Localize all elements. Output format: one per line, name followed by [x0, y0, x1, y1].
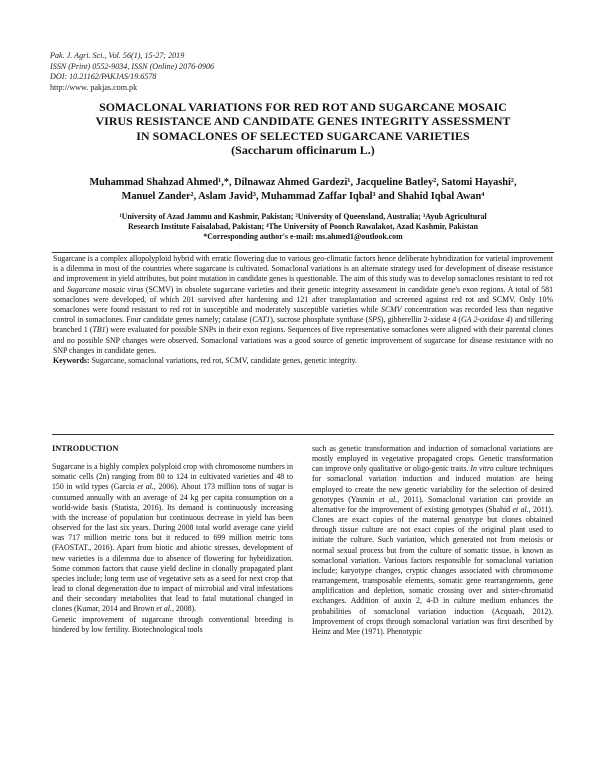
abstract — [53, 254, 553, 366]
title-species — [40, 143, 566, 157]
et-al: et al. — [156, 604, 172, 614]
section-heading: INTRODUCTION — [52, 444, 119, 453]
keywords-label: Keywords: — [53, 356, 90, 366]
abstract-bottom-rule — [52, 434, 554, 435]
text-part: , 2006). About 173 million tons of sugar is consumed annually with an average of 24 kg per capita consumption on a world-wide basis (Statista, 2016). Its demand is continuously increasing with the increase of population but continuous decrease in yield has been observed for the last six years. During 2008 total world average cane yield was 717 million metric tons but it reduced to 699 million metric tons (FAOSTAT., 2016). Apart from biotic and abiotic stresses, development of new varieties is a dilemma due to absence of flowering for hybridization. Some common factors that cause yield decline in clonally propagated plant species include; long term use of vegetative sets as a seed for next crop that lead to clonal degeneration due to impact of microbial and viral infestations and their secondary metabolites that lead to fatal mutational changed in clones (Kumar, 2014 and Brown — [52, 482, 293, 614]
keywords-text: Sugarcane, somaclonal variations, red rot, SCMV, candidate genes, genetic integrity. — [89, 356, 357, 366]
abstract-part: Sugarcane is a complex allopolyploid hybrid with erratic flowering due to various geo-climatic factors hence deliberate hybridization for varietal improvement is a dilemma in most of the countries where sugarcane is cultivated. Somaclonal variations is an alternate strategy used for development of disease resistance and improvement in yield attributes, but point mutation in candidate genes is questionable. The aim of this study was to develop somaclones resistant to red rot and — [53, 254, 553, 294]
author-list — [40, 176, 566, 203]
title-line-3: IN SOMACLONES OF SELECTED SUGARCANE VARIETIES — [136, 128, 470, 143]
et-al: et al. — [137, 482, 154, 492]
abstract-part: ), sucrose phosphate synthase ( — [270, 315, 369, 325]
abstract-part: concentration was recorded less than negative control in somaclones. Four candidate genes namely; catalase ( — [53, 305, 554, 325]
paper-title — [40, 100, 566, 157]
abstract-top-rule — [52, 252, 554, 253]
et-al: et al. — [378, 494, 398, 504]
right-column — [312, 444, 553, 637]
journal-url[interactable]: http://www. pakjas.com.pk — [50, 82, 138, 92]
gene-name: SPS — [368, 315, 381, 325]
citation: Pak. J. Agri. Sci., Vol. 56(1), 15-27; 2019 — [50, 51, 185, 60]
authors-line-1: Muhammad Shahzad Ahmed¹,*, Dilnawaz Ahmed Gardezi¹, Jacqueline Batley², Satomi Hayashi², — [89, 177, 517, 188]
affiliations — [60, 212, 546, 243]
abstract-part: ) were evaluated for possible SNPs in their exon regions. Sequences of five representative somaclones were aligned with their parental clones and no possible SNP changes were observed. Somaclonal variations was a good source of genetic improvement of sugarcane for disease resistance with no SNP changes in candidate genes. — [53, 325, 553, 355]
issn: ISSN (Print) 0552-9034, ISSN (Online) 2076-0906 — [50, 61, 215, 71]
species-name: (Saccharum officinarum L.) — [231, 142, 375, 157]
in-vitro: In vitro — [470, 464, 494, 474]
journal-header — [50, 51, 214, 93]
abstract-part: (SCMV) in obsolete sugarcane varieties and their genetic integrity assessment in candidate gene's exon regions. A total of 581 somaclones were developed, of which 201 survived after hardening and 121 after transplantation and screened against red rot and SCMV. Only 10% somaclones were found resistant to red rot in susceptible and moderately susceptible varieties while — [53, 284, 553, 315]
gene-name: TB1 — [92, 325, 106, 335]
title-line-2: VIRUS RESISTANCE AND CANDIDATE GENES INTEGRITY ASSESSMENT — [95, 114, 511, 129]
text-part: culture techniques for somaclonal variation induction and induced mutation are being employed to create the new genetic variability for the selection of desired genotypes (Yasmin — [312, 464, 553, 504]
affiliation-line-2: Research Institute Faisalabad, Pakistan; ⁴The University of Poonch Rawalakot, Azad Kashmir, Pakistan — [127, 222, 478, 232]
text-part: Sugarcane is a highly complex polyploid crop with chromosome numbers in somatic cells (2n) ranging from 80 to 124 in cultivated varieties and 48 to 150 in wild types (Garcia — [52, 462, 293, 492]
text-part: such as genetic transformation and induction of somaclonal variations are mostly employed in vegetative propagated crops. Genetic transformation can improve only qualitative or oligo-genic traits. — [312, 444, 553, 474]
abstract-part: ), gibberellin 2-xidase 4 ( — [380, 315, 462, 325]
affiliation-line-1: ¹University of Azad Jammu and Kashmir, Pakistan; ²University of Queensland, Australia; ³Ayub Agricultural — [119, 212, 487, 221]
abstract-part: ) and tillering branched 1 ( — [53, 315, 553, 335]
intro-paragraph-3 — [312, 444, 553, 637]
gene-name: GA 2-oxidase 4 — [461, 315, 510, 325]
intro-paragraph-1 — [52, 462, 293, 614]
keywords — [53, 356, 553, 366]
abstract-italic: SCMV — [381, 305, 402, 315]
text-part: , 2011). Clones are exact copies of the maternal genotype but clones obtained through tissue culture are not exact copies of the original plant used to initiate the culture. Such variation, which generated not from meiosis or normal sexual process but from the culture of somatic tissue, is known as somaclonal variation. Various factors responsible for somaclonal variation include; karyotype changes, cryptic changes associated with chromosome rearrangement, transposable elements, somatic gene rearrangements, gene amplification and depletion, somatic crossing over and sister-chromatid exchanges. Addition of auxin 2, 4-D in culture medium enhances the probabilities of somaclonal variation induction (Acquaah, 2012). Improvement of crops through somaclonal variation was first described by Heinz and Mee (1971). Phenotypic — [312, 504, 553, 636]
gene-name: CAT1 — [252, 315, 271, 325]
text-part: , 2011). Somaclonal variation can provide an alternative for the improvement of existing genotypes (Shahid — [312, 494, 553, 514]
intro-paragraph-2: Genetic improvement of sugarcane through conventional breeding is hindered by low fertility. Biotechnological tools — [52, 614, 293, 634]
corresponding-author: *Corresponding author's e-mail: ms.ahmed1@outlook.com — [203, 232, 403, 242]
left-column — [52, 444, 293, 635]
et-al: et al. — [512, 504, 529, 514]
doi: DOI: 10.21162/PAKJAS/19.6578 — [50, 72, 157, 82]
abstract-text — [53, 254, 553, 356]
title-line-1: SOMACLONAL VARIATIONS FOR RED ROT AND SUGARCANE MOSAIC — [99, 100, 507, 114]
authors-line-2: Manuel Zander², Aslam Javid³, Muhammad Zaffar Iqbal³ and Shahid Iqbal Awan⁴ — [121, 190, 485, 202]
abstract-italic: Sugarcane mosaic virus — [66, 284, 144, 294]
text-part: , 2008). — [171, 604, 197, 614]
